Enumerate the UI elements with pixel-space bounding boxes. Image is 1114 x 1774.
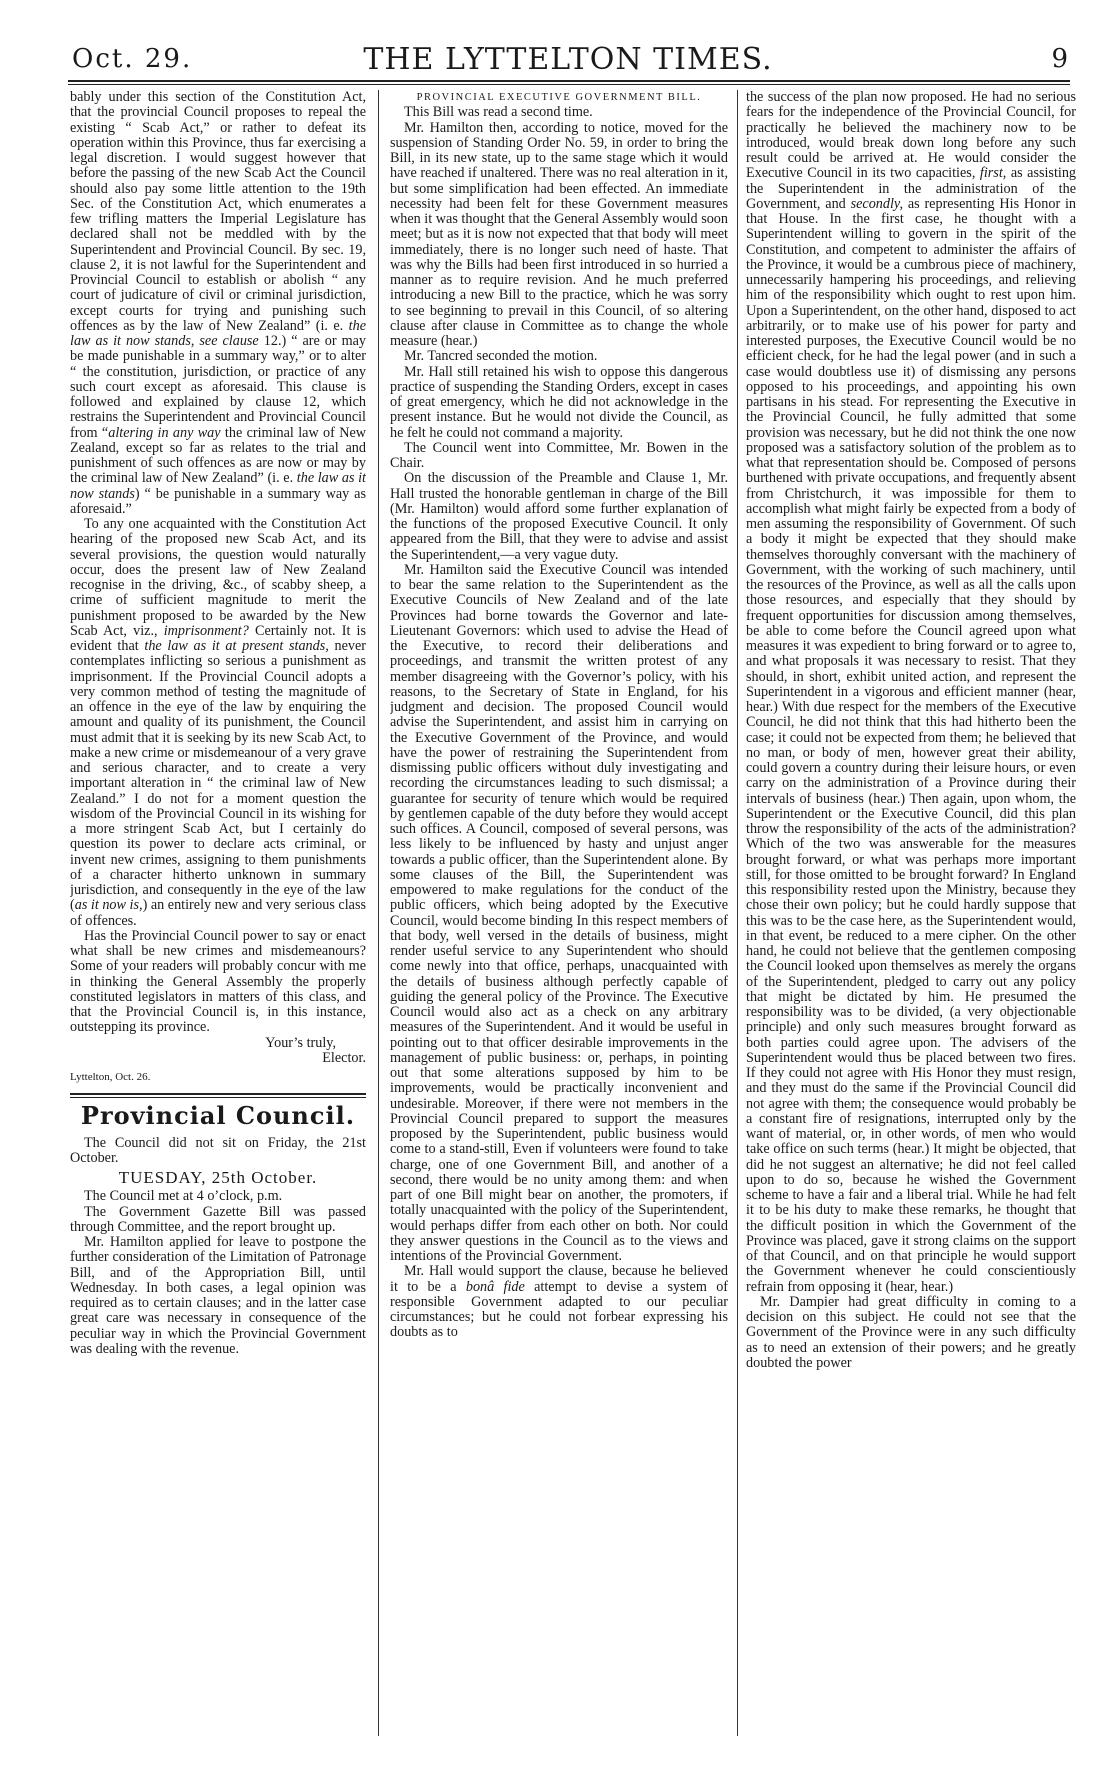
report-paragraph: the success of the plan now proposed. He had no serious fears for the independence of the Provincial Council, for practically he believed the machinery now to be introduced, would break down long before any such result could be arrived at. He would consider the Executive Council in its two capacities, first, as assisting the Superintendent in the administration of the Government, and secondly, as representing His Honor in that House. In the first case, he thought with a Superintendent willing to govern in the spirit of the Constitution, and competent to administer the affairs of the Province, it would be a cumbrous piece of machinery, unnecessarily hampering his proceedings, and relieving him of the responsibility which ought to rest upon him. Upon a Superintendent, on the other hand, disposed to act arbitrarily, or to make use of his power for party and interested purposes, the Executive Council would be no efficient check, for he had the legal power (and in such a case would doubtless use it) of dismissing any persons opposed to his proceedings, and appointing his own partisans in his stead. For representing the Executive in the Provincial Council, he fully admitted that some provision was necessary, but he did not think the one now proposed was a satisfactory solution of the problem as to what that representation should be. Composed of persons burthened with private occupations, and frequently absent from Christchurch, it was impossible for them to accomplish what might fairly be expected from a body of men assuming the responsibility of Government. Of such a body it might be expected that they should make themselves thoroughly conversant with the machinery of Government, with the working of such machinery, until the resources of the Province, as well as all the calls upon those resources, and especially that they should by frequent opportunities for discussion among themselves, be able to come before the Council agreed upon what measures it was expedient to bring forward or to agree to, and what proposals it was necessary to resist. That they should, in short, exhibit united action, and represent the Superintendent in a vigorous and efficient manner (hear, hear.) With due respect for the members of the Executive Council, he did not think that this had hitherto been the case; it could not be expected from them; he believed that no man, or body of men, however great their ability, could govern a country during their leisure hours, or even carry on the administration of a Province during their intervals of business (hear.) Then again, upon whom, the Superintendent or the Executive Council, did this plan throw the responsibility of the acts of the administration? Which of the two was answerable for the measures brought forward, or what was perhaps more important still, for those omitted to be brought forward? In England this responsibility rested upon the Ministry, because they chose their own policy; but he could hardly suppose that this was to be the case here, as the Superintendent would, in that event, be reduced to a mere cipher. On the other hand, he could not believe that the gentlemen composing the Council looked upon themselves as merely the organs of the Superintendent, pledged to carry out any policy that might be dictated by him. He presumed the responsibility was to be divided, (a very objectionable principle) and only such measures brought forward as both parties could agree upon. The advisers of the Superintendent would thus be placed between two fires. If they could not agree with His Honor they must resign, and they must do the same if the Provincial Council did not agree with them; the consequence would probably be a constant fire of resignations, interrupted only by the want of material, or, in other words, of men who would take office on such terms (hear.) It might be objected, that did he not suggest an alternative; he did not feel called upon to do so, because he wished the Government scheme to have a fair and a liberal trial. While he had felt it to be his duty to make these remarks, he thought that the difficult position in which the Government of the Province was placed, gave it strong claims on the support of that Council, and on that principle he would support the Government whenever he could conscientiously refrain from opposing it (hear, hear.) bbox=[746, 90, 1076, 1295]
letter-paragraph: bably under this section of the Constitution Act, that the provincial Council proposes to repeal the existing “ Scab Act,” or rather to defeat its operation within this Province, thus far exercising a legal discretion. I would suggest however that before the passing of the new Scab Act the Council should also pay some little attention to the 19th Sec. of the Constitution Act, which enumerates a few trifling matters the Imperial Legislature has declared shall not be meddled with by the Superintendent and Provincial Council. By sec. 19, clause 2, it is not lawful for the Superintendent and Provincial Council to establish or abolish “ any court of judicature of civil or criminal jurisdiction, except courts for trying and punishing such offences as by the law of New Zealand” (i. e. the law as it now stands, see clause 12.) “ are or may be made punishable in a summary way,” or to alter “ the constitution, jurisdiction, or practice of any such court except as aforesaid. This clause is followed and explained by clause 12, which restrains the Superintendent and Provincial Council from “altering in any way the criminal law of New Zealand, except so far as relates to the trial and punishment of such offences as are now or may by the criminal law of New Zealand” (i. e. the law as it now stands) “ be punishable in a summary way as aforesaid.” bbox=[70, 90, 366, 517]
report-paragraph: The Council did not sit on Friday, the 21st October. bbox=[70, 1134, 366, 1166]
page-header bbox=[62, 40, 1074, 80]
report-paragraph: Mr. Hamilton then, according to notice, moved for the suspension of Standing Order No. 59, in order to bring the Bill, in its new state, up to the same stage which it would have reached if unaltered. There was no real alteration in it, but some simplification had been effected. An immediate necessity had been felt for these Government measures when it was thought that the General Assembly would soon meet; but as it is now not expected that that body will meet immediately, there is no longer such need of haste. That was why the Bills had been first introduced in so hurried a manner as to require revision. And he much preferred introducing a new Bill to the practice, which he was sorry to see beginning to prevail in this Council, of so altering clause after clause in Committee as to change the whole measure (hear.) bbox=[390, 119, 728, 349]
column-divider bbox=[737, 90, 738, 1736]
report-paragraph: This Bill was read a second time. bbox=[404, 104, 593, 121]
page-number: 9 bbox=[1051, 44, 1068, 74]
letter-signature: Elector. bbox=[322, 1049, 366, 1066]
letter-paragraph: To any one acquainted with the Constitution Act hearing of the proposed new Scab Act, and its several provisions, the question would naturally occur, does the present law of New Zealand recognise in the driving, &c., of scabby sheep, a crime of sufficient magnitude to merit the punishment proposed to be awarded by the New Scab Act, viz., imprisonment? Certainly not. It is evident that the law as it at present stands, never contemplates inflicting so serious a punishment as imprisonment. If the Provincial Council adopts a very common method of testing the magnitude of an offence in the eye of the law by enquiring the amount and quality of its punishment, the Council must admit that it is seeking by its new Scab Act, to make a new crime or misdemeanour of a very grave and serious character, and to create a very important alteration in “ the criminal law of New Zealand.” I do not for a moment question the wisdom of the Provincial Council in its wishing for a more stringent Scab Act, but I certainly do question its power to declare acts criminal, or invent new crimes, assigning to them punishments of a character hitherto unknown in summary jurisdiction, and consequently in the eye of the law (as it now is,) an entirely new and very serious class of offences. bbox=[70, 516, 366, 929]
report-paragraph: The Council met at 4 o’clock, p.m. bbox=[84, 1188, 283, 1205]
letter-place-date: Lyttelton, Oct. 26. bbox=[70, 1071, 151, 1083]
section-rule bbox=[70, 1093, 366, 1095]
report-paragraph: Mr. Dampier had great difficulty in coming to a decision on this subject. He could not see that the Government of the Province were in any such difficulty as to need an extension of their powers; and he greatly doubted the power bbox=[746, 1293, 1076, 1371]
letter-closing: Your’s truly, bbox=[265, 1034, 336, 1051]
report-paragraph: Mr. Hall still retained his wish to oppose this dangerous practice of suspending the Standing Orders, except in cases of great emergency, which he did not acknowledge in the present instance. But he would not divide the Council, as he felt he could not command a majority. bbox=[390, 363, 728, 441]
letter-paragraph: Has the Provincial Council power to say or enact what shall be new crimes and misdemeanours? Some of your readers will probably concur with me in thinking the General Assembly the properly constituted legislators in matters of this class, and that the Provincial Council is, in this instance, outstepping its province. bbox=[70, 927, 366, 1036]
section-title: Provincial Council. bbox=[80, 1101, 356, 1131]
column-divider bbox=[378, 90, 379, 1736]
issue-date: Oct. 29. bbox=[72, 44, 193, 74]
report-paragraph: The Council went into Committee, Mr. Bowen in the Chair. bbox=[390, 439, 728, 471]
bill-heading: PROVINCIAL EXECUTIVE GOVERNMENT BILL. bbox=[416, 92, 702, 103]
column-1 bbox=[70, 90, 366, 1736]
newspaper-title: THE LYTTELTON TIMES. bbox=[363, 42, 773, 77]
report-paragraph: Mr. Tancred seconded the motion. bbox=[404, 348, 598, 365]
report-paragraph: On the discussion of the Preamble and Clause 1, Mr. Hall trusted the honorable gentleman in charge of the Bill (Mr. Hamilton) would afford some further explanation of the functions of the proposed Executive Council. It only appeared from the Bill, that they were to advise and assist the Superintendent,—a very vague duty. bbox=[390, 470, 728, 563]
report-paragraph: Mr. Hall would support the clause, because he believed it to be a bonâ fide attempt to devise a system of responsible Government adapted to our peculiar circumstances; but he could not forbear expressing his doubts as to bbox=[390, 1263, 728, 1341]
header-rule-thin bbox=[68, 84, 1070, 85]
report-paragraph: Mr. Hamilton said the Executive Council was intended to bear the same relation to the Superintendent as the Executive Councils of New Zealand and of the late Provinces had borne towards the Governor and late-Lieutenant Governors: which used to advise the Head of the Executive, to record their deliberations and proceedings, and transmit the written protest of any member disagreeing with the Governor’s policy, with his reasons, to the Secretary of State in England, for his judgment and decision. The proposed Council would advise the Superintendent, and assist him in carrying on the Executive Government of the Province, and would have the power of restraining the Superintendent from dismissing public officers without duly investigating and recording the circumstances leading to such dismissal; a guarantee for security of tenure which would be required by gentlemen capable of the duty before they would accept such offices. A Council, composed of several persons, was less likely to be influenced by hasty and unjust anger towards a public officer, than the Superintendent alone. By some clauses of the Bill, the Superintendent was empowered to make regulations for the conduct of the public officers, which being adopted by the Executive Council, would become binding In this respect members of that body, well versed in the details of business, might render useful service to any Superintendent who should come newly into that office, perhaps, unacquainted with the details of business although perfectly capable of guiding the general policy of the Province. The Executive Council would also act as a check on any arbitrary measures of the Superintendent. And it would be useful in pointing out to that officer desirable improvements in the management of public business: or, perhaps, in pointing out that some alterations supposed by him to be improvements, would be practically inconvenient and undesirable. Moreover, if there were not members in the Provincial Council prepared to support the measures proposed by the Superintendent, public business would come to a stand-still, Even if volunteers were found to take charge, one of one Government Bill, and another of a second, there would be no unity among them: and when part of one Bill might bear on another, the promoters, if totally unacquainted with the policy of the Superintendent, would perhaps differ from each other on both. Nor could they answer questions in the Council as to the views and intentions of the Provincial Government. bbox=[390, 561, 728, 1264]
section-rule-thin bbox=[70, 1097, 366, 1098]
header-rule bbox=[68, 80, 1070, 82]
day-heading: TUESDAY, 25th October. bbox=[118, 1168, 318, 1187]
report-paragraph: Mr. Hamilton applied for leave to postpone the further consideration of the Limitation of Patronage Bill, and of the Appropriation Bill, until Wednesday. In both cases, a legal opinion was required as to certain clauses; and in the latter case great care was necessary in consequence of the peculiar way in which the Provincial Government was dealing with the revenue. bbox=[70, 1234, 366, 1357]
column-2 bbox=[390, 90, 728, 1736]
report-paragraph: The Government Gazette Bill was passed through Committee, and the report brought up. bbox=[70, 1203, 366, 1235]
column-3 bbox=[746, 90, 1076, 1736]
